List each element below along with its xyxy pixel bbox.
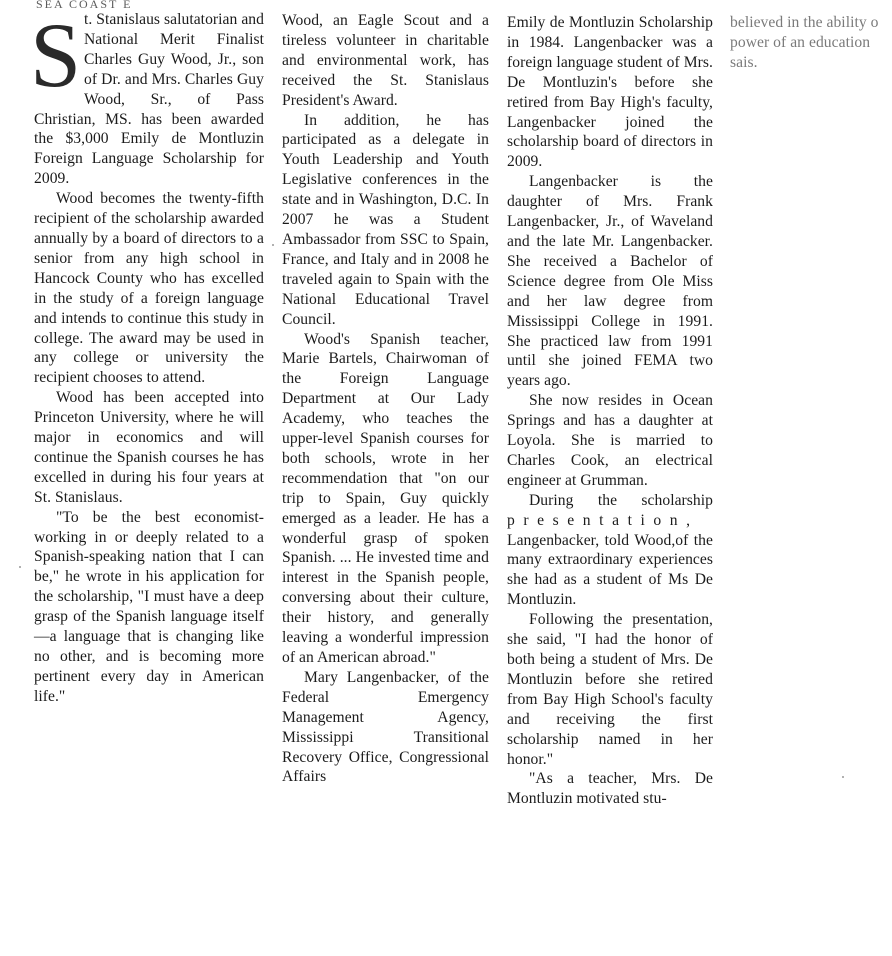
paragraph: She now resides in Ocean Springs and has a daughter at Loyola. She is married to Charles Cook, an electrical engineer at Grumman. bbox=[507, 392, 713, 489]
paragraph: "To be the best economist-working in or deeply related to a Spanish-speaking nation that I can be," he wrote in his application for the scholarship, "I must have a deep grasp of the Spanish language itself—a language that is changing like no other, and is becoming more pertinent every day in American life." bbox=[34, 508, 264, 705]
spaced-word: presentation, bbox=[507, 511, 699, 529]
drop-cap: S bbox=[30, 4, 82, 106]
paragraph: Langenbacker is the daughter of Mrs. Frank Langenbacker, Jr., of Waveland and the late Mr. Langenbacker. She received a Bachelor of Science degree from Ole Miss and her law degree from Mississippi College in 1991. She practiced law from 1991 until she joined FEMA two years ago. bbox=[507, 173, 713, 390]
scan-speck bbox=[842, 776, 844, 778]
paragraph bbox=[507, 491, 713, 610]
paragraph: Mary Langenbacker, of the Federal Emergency Management Agency, Mississippi Transitional Recovery Office, Congressional Affairs bbox=[282, 668, 489, 786]
cut-off-header: SEA COAST E bbox=[36, 0, 133, 10]
paragraph: Wood has been accepted into Princeton University, where he will major in economics and will continue the Spanish courses he has excelled in during his four years at St. Stanislaus. bbox=[34, 389, 264, 506]
scan-speck bbox=[19, 566, 21, 568]
paragraph-rest: Langenbacker, told Wood,of the many extraordinary experiences she had as a student of Ms De Montluzin. bbox=[507, 531, 713, 609]
lead-paragraph: t. Stanislaus salutatorian and National Merit Finalist Charles Guy Wood, Jr., son of Dr. and Mrs. Charles Guy Wood, Sr., of Pass Christian, MS. has been awarded the $3,000 Emily de Montluzin Foreign Language Scholarship for 2009. bbox=[34, 11, 264, 188]
scan-speck bbox=[272, 244, 274, 246]
paragraph: Wood becomes the twenty-fifth recipient of the scholarship awarded annually by a board of directors to a senior from any high school in Hancock County who has excelled in the study of a foreign language and intends to continue this study in college. The award may be used in any college or university the recipient chooses to attend. bbox=[34, 190, 264, 387]
paragraph: Wood's Spanish teacher, Marie Bartels, Chairwoman of the Foreign Language Department at Our Lady Academy, who teaches the upper-level Spanish courses for both schools, wrote in her recommendation that "on our trip to Spain, Guy quickly emerged as a leader. He has a wonderful grasp of spoken Spanish. ... He invested time and interest in the Spanish people, conversing about their culture, their history, and generally leaving a wonderful impression of an American abroad." bbox=[282, 330, 489, 666]
paragraph: Wood, an Eagle Scout and a tireless volunteer in charitable and environmental work, has received the St. Stanislaus President's Award. bbox=[282, 12, 489, 109]
article-column-4-cutoff bbox=[730, 13, 892, 73]
cut-off-line: sais. bbox=[730, 53, 758, 71]
paragraph-start: During the scholarship bbox=[529, 491, 713, 509]
article-column-2 bbox=[282, 11, 489, 787]
article-column-1 bbox=[30, 0, 264, 707]
paragraph: Emily de Montluzin Scholarship in 1984. Langenbacker was a foreign language student of Mrs. De Montluzin's before she retired from Bay High's faculty, Langenbacker joined the scholarship board of directors in 2009. bbox=[507, 14, 713, 171]
paragraph: Following the presentation, she said, "I had the honor of both being a student of Mrs. De Montluzin before she retired from Bay High School's faculty and receiving the first scholarship named in her honor." bbox=[507, 611, 713, 768]
cut-off-line: believed in the ability o bbox=[730, 14, 879, 31]
article-column-3 bbox=[507, 13, 713, 809]
paragraph: "As a teacher, Mrs. De Montluzin motivated stu- bbox=[507, 770, 713, 808]
cut-off-line: power of an education bbox=[730, 33, 871, 51]
paragraph: In addition, he has participated as a delegate in Youth Leadership and Youth Legislative conferences in the state and in Washington, D.C. In 2007 he was a Student Ambassador from SSC to Spain, France, and Italy and in 2008 he traveled again to Spain with the National Educational Travel Council. bbox=[282, 111, 489, 328]
